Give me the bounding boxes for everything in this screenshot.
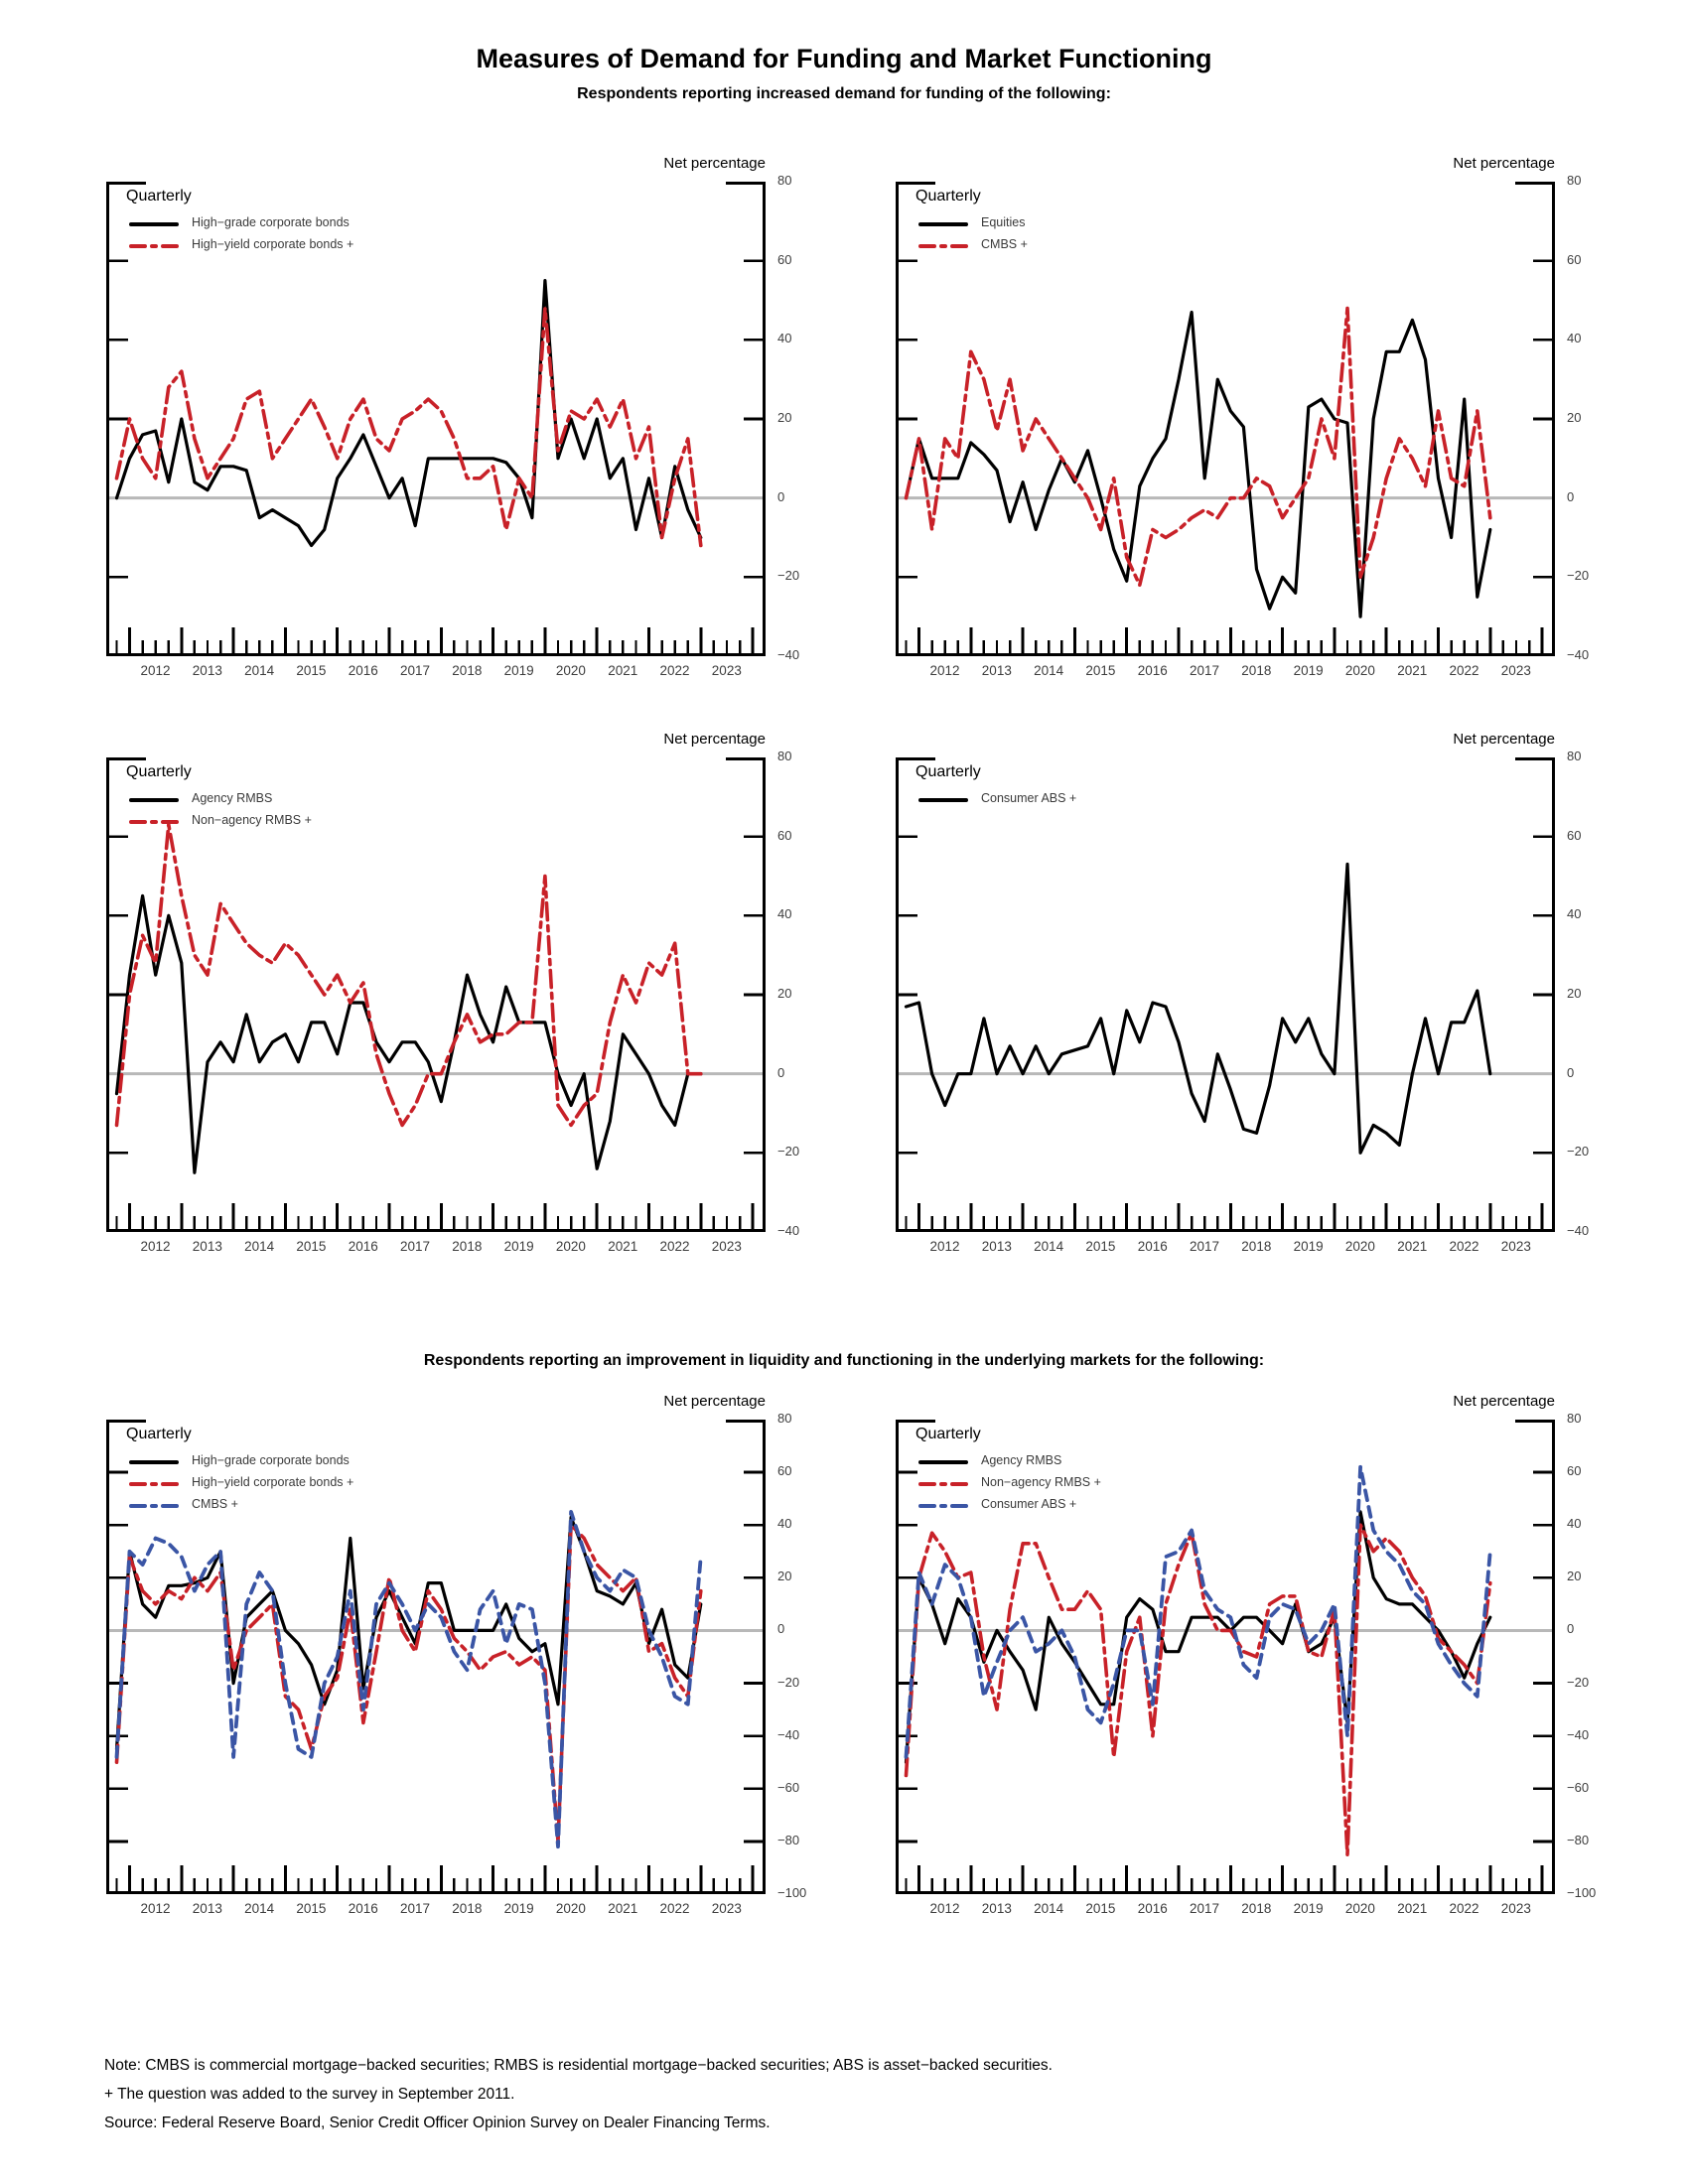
y-tick-label: 80 bbox=[777, 173, 792, 188]
x-year-label: 2014 bbox=[244, 1239, 275, 1254]
legend-swatch-high-grade-corporate-bonds bbox=[130, 1457, 178, 1467]
x-year-label: 2019 bbox=[1293, 1239, 1324, 1254]
y-tick-label: 20 bbox=[777, 1569, 792, 1584]
note-line-definitions: Note: CMBS is commercial mortgage−backed securities; RMBS is residential mortgage−backed securities; ABS is asset−backed securities. bbox=[104, 2057, 1053, 2074]
x-year-label: 2019 bbox=[503, 1901, 534, 1916]
legend-label-agency-rmbs: Agency RMBS bbox=[981, 1453, 1062, 1467]
quarterly-label: Quarterly bbox=[915, 1426, 981, 1442]
x-year-label: 2020 bbox=[555, 1901, 586, 1916]
x-year-label: 2016 bbox=[348, 663, 378, 678]
y-tick-label: 20 bbox=[1567, 410, 1582, 425]
legend-swatch-non-agency-rmbs bbox=[919, 1479, 967, 1489]
x-year-label: 2015 bbox=[1085, 1901, 1116, 1916]
net-percentage-label: Net percentage bbox=[1453, 1393, 1555, 1410]
x-year-label: 2015 bbox=[296, 1239, 327, 1254]
y-tick-label: 40 bbox=[1567, 1516, 1582, 1532]
note-line-source: Source: Federal Reserve Board, Senior Credit Officer Opinion Survey on Dealer Financing Terms. bbox=[104, 2115, 771, 2131]
y-tick-label: 0 bbox=[1567, 1621, 1575, 1637]
y-tick-label: −40 bbox=[1567, 647, 1590, 662]
y-tick-label: 20 bbox=[1567, 986, 1582, 1001]
y-tick-label: −20 bbox=[777, 1144, 800, 1160]
y-tick-label: 80 bbox=[1567, 1411, 1582, 1426]
x-year-label: 2014 bbox=[1034, 1239, 1064, 1254]
y-tick-label: 80 bbox=[1567, 173, 1582, 188]
x-year-label: 2016 bbox=[348, 1239, 378, 1254]
legend-swatch-equities bbox=[919, 219, 967, 229]
x-year-label: 2019 bbox=[1293, 1901, 1324, 1916]
y-tick-label: 20 bbox=[777, 410, 792, 425]
y-tick-label: 0 bbox=[777, 1621, 785, 1637]
x-year-label: 2018 bbox=[452, 1239, 483, 1254]
y-tick-label: 60 bbox=[777, 827, 792, 843]
legend-swatch-cmbs bbox=[919, 241, 967, 251]
y-tick-label: 60 bbox=[777, 251, 792, 267]
legend-label-high-grade-corporate-bonds: High−grade corporate bonds bbox=[192, 215, 350, 229]
legend-swatch-agency-rmbs bbox=[130, 795, 178, 805]
x-year-label: 2023 bbox=[711, 1901, 742, 1916]
y-tick-label: −100 bbox=[777, 1885, 807, 1900]
panel-demand-rmbs bbox=[106, 757, 766, 1232]
x-year-label: 2016 bbox=[348, 1901, 378, 1916]
series-cmbs bbox=[117, 1512, 701, 1846]
x-year-label: 2021 bbox=[1397, 1239, 1428, 1254]
x-year-label: 2015 bbox=[1085, 663, 1116, 678]
y-tick-label: −20 bbox=[1567, 1674, 1590, 1690]
y-tick-label: −20 bbox=[1567, 1144, 1590, 1160]
y-tick-label: 80 bbox=[777, 1411, 792, 1426]
x-year-label: 2020 bbox=[1344, 663, 1375, 678]
legend-swatch-high-yield-corporate-bonds bbox=[130, 1479, 178, 1489]
y-tick-label: 40 bbox=[777, 906, 792, 922]
legend-label-consumer-abs: Consumer ABS + bbox=[981, 791, 1077, 805]
net-percentage-label: Net percentage bbox=[663, 1393, 766, 1410]
panel-demand-corporate-bonds bbox=[106, 182, 766, 656]
x-year-label: 2015 bbox=[296, 1901, 327, 1916]
x-year-label: 2012 bbox=[140, 663, 171, 678]
quarterly-label: Quarterly bbox=[126, 763, 192, 780]
quarterly-label: Quarterly bbox=[915, 188, 981, 205]
x-year-label: 2023 bbox=[711, 663, 742, 678]
legend-swatch-high-grade-corporate-bonds bbox=[130, 219, 178, 229]
x-year-label: 2020 bbox=[555, 663, 586, 678]
panel-liquidity-corporate-bonds-cmbs bbox=[106, 1420, 766, 1894]
x-year-label: 2014 bbox=[244, 1901, 275, 1916]
x-year-label: 2019 bbox=[1293, 663, 1324, 678]
axes-frame bbox=[106, 182, 766, 656]
y-tick-label: −40 bbox=[777, 647, 800, 662]
x-year-label: 2018 bbox=[1241, 663, 1272, 678]
y-tick-label: −20 bbox=[777, 568, 800, 584]
x-year-label: 2013 bbox=[981, 1239, 1012, 1254]
x-year-label: 2013 bbox=[981, 1901, 1012, 1916]
y-tick-label: −60 bbox=[1567, 1779, 1590, 1795]
x-year-label: 2021 bbox=[1397, 663, 1428, 678]
x-year-label: 2017 bbox=[400, 1239, 431, 1254]
legend-swatch-consumer-abs bbox=[919, 1501, 967, 1511]
y-tick-label: −80 bbox=[1567, 1832, 1590, 1847]
x-year-label: 2023 bbox=[1500, 1901, 1531, 1916]
y-tick-label: 20 bbox=[1567, 1569, 1582, 1584]
note-line-plus: + The question was added to the survey in September 2011. bbox=[104, 2086, 515, 2103]
y-tick-label: 20 bbox=[777, 986, 792, 1001]
x-year-label: 2014 bbox=[244, 663, 275, 678]
x-year-label: 2013 bbox=[192, 663, 222, 678]
y-tick-label: 40 bbox=[1567, 906, 1582, 922]
x-year-label: 2020 bbox=[555, 1239, 586, 1254]
y-tick-label: 60 bbox=[777, 1463, 792, 1479]
y-tick-label: 0 bbox=[1567, 1064, 1575, 1080]
x-year-label: 2013 bbox=[981, 663, 1012, 678]
x-year-label: 2012 bbox=[140, 1901, 171, 1916]
legend-label-cmbs: CMBS + bbox=[192, 1497, 238, 1511]
panel-demand-consumer-abs bbox=[896, 757, 1555, 1232]
series-consumer-abs bbox=[907, 865, 1490, 1154]
quarterly-label: Quarterly bbox=[126, 188, 192, 205]
y-tick-label: 40 bbox=[777, 1516, 792, 1532]
x-year-label: 2022 bbox=[659, 1239, 690, 1254]
y-tick-label: −40 bbox=[777, 1223, 800, 1238]
x-year-label: 2012 bbox=[929, 1901, 960, 1916]
legend-label-non-agency-rmbs: Non−agency RMBS + bbox=[192, 813, 312, 827]
y-tick-label: −40 bbox=[1567, 1223, 1590, 1238]
x-year-label: 2014 bbox=[1034, 663, 1064, 678]
legend-label-cmbs: CMBS + bbox=[981, 237, 1028, 251]
x-year-label: 2018 bbox=[452, 663, 483, 678]
x-year-label: 2017 bbox=[400, 663, 431, 678]
x-year-label: 2015 bbox=[296, 663, 327, 678]
x-year-label: 2019 bbox=[503, 663, 534, 678]
quarterly-label: Quarterly bbox=[126, 1426, 192, 1442]
net-percentage-label: Net percentage bbox=[663, 155, 766, 172]
y-tick-label: −40 bbox=[1567, 1726, 1590, 1742]
x-year-label: 2023 bbox=[1500, 1239, 1531, 1254]
x-year-label: 2017 bbox=[1190, 1901, 1220, 1916]
x-year-label: 2017 bbox=[1190, 663, 1220, 678]
legend-label-high-yield-corporate-bonds: High−yield corporate bonds + bbox=[192, 237, 354, 251]
y-tick-label: 60 bbox=[1567, 1463, 1582, 1479]
axes-frame bbox=[106, 757, 766, 1232]
x-year-label: 2015 bbox=[1085, 1239, 1116, 1254]
y-tick-label: −20 bbox=[777, 1674, 800, 1690]
legend-swatch-agency-rmbs bbox=[919, 1457, 967, 1467]
x-year-label: 2022 bbox=[1449, 663, 1479, 678]
x-year-label: 2016 bbox=[1137, 1901, 1168, 1916]
x-year-label: 2020 bbox=[1344, 1901, 1375, 1916]
axes-frame bbox=[896, 757, 1555, 1232]
legend-swatch-cmbs bbox=[130, 1501, 178, 1511]
panel-liquidity-rmbs-abs bbox=[896, 1420, 1555, 1894]
x-year-label: 2021 bbox=[608, 1901, 638, 1916]
net-percentage-label: Net percentage bbox=[663, 731, 766, 748]
y-tick-label: 60 bbox=[1567, 827, 1582, 843]
y-tick-label: 0 bbox=[1567, 488, 1575, 504]
legend-swatch-consumer-abs bbox=[919, 795, 967, 805]
y-tick-label: 0 bbox=[777, 488, 785, 504]
y-tick-label: −40 bbox=[777, 1726, 800, 1742]
legend-label-agency-rmbs: Agency RMBS bbox=[192, 791, 273, 805]
y-tick-label: −60 bbox=[777, 1779, 800, 1795]
x-year-label: 2012 bbox=[140, 1239, 171, 1254]
x-year-label: 2013 bbox=[192, 1901, 222, 1916]
panel-demand-equities-cmbs bbox=[896, 182, 1555, 656]
legend-label-equities: Equities bbox=[981, 215, 1026, 229]
legend-label-high-grade-corporate-bonds: High−grade corporate bonds bbox=[192, 1453, 350, 1467]
series-high-grade-corporate-bonds bbox=[117, 1517, 701, 1749]
legend-label-high-yield-corporate-bonds: High−yield corporate bonds + bbox=[192, 1475, 354, 1489]
y-tick-label: −80 bbox=[777, 1832, 800, 1847]
x-year-label: 2019 bbox=[503, 1239, 534, 1254]
x-year-label: 2021 bbox=[608, 1239, 638, 1254]
y-tick-label: −20 bbox=[1567, 568, 1590, 584]
x-year-label: 2016 bbox=[1137, 663, 1168, 678]
y-tick-label: −100 bbox=[1567, 1885, 1597, 1900]
series-cmbs bbox=[907, 309, 1490, 586]
x-year-label: 2022 bbox=[659, 1901, 690, 1916]
y-tick-label: 0 bbox=[777, 1064, 785, 1080]
x-year-label: 2022 bbox=[1449, 1239, 1479, 1254]
x-year-label: 2022 bbox=[1449, 1901, 1479, 1916]
y-tick-label: 80 bbox=[777, 749, 792, 763]
figure-title: Measures of Demand for Funding and Market Functioning bbox=[476, 44, 1212, 73]
x-year-label: 2023 bbox=[1500, 663, 1531, 678]
legend-label-consumer-abs: Consumer ABS + bbox=[981, 1497, 1077, 1511]
legend-label-non-agency-rmbs: Non−agency RMBS + bbox=[981, 1475, 1101, 1489]
y-tick-label: 80 bbox=[1567, 749, 1582, 763]
x-year-label: 2012 bbox=[929, 1239, 960, 1254]
x-year-label: 2016 bbox=[1137, 1239, 1168, 1254]
y-tick-label: 40 bbox=[777, 331, 792, 346]
x-year-label: 2018 bbox=[1241, 1901, 1272, 1916]
x-year-label: 2017 bbox=[1190, 1239, 1220, 1254]
x-year-label: 2013 bbox=[192, 1239, 222, 1254]
x-year-label: 2012 bbox=[929, 663, 960, 678]
x-year-label: 2017 bbox=[400, 1901, 431, 1916]
net-percentage-label: Net percentage bbox=[1453, 155, 1555, 172]
x-year-label: 2021 bbox=[1397, 1901, 1428, 1916]
legend-swatch-high-yield-corporate-bonds bbox=[130, 241, 178, 251]
x-year-label: 2022 bbox=[659, 663, 690, 678]
figure-notes bbox=[104, 2051, 1053, 2137]
x-year-label: 2018 bbox=[1241, 1239, 1272, 1254]
series-high-yield-corporate-bonds bbox=[117, 309, 701, 546]
y-tick-label: 60 bbox=[1567, 251, 1582, 267]
x-year-label: 2021 bbox=[608, 663, 638, 678]
series-equities bbox=[907, 313, 1490, 617]
section-subtitle-bottom: Respondents reporting an improvement in liquidity and functioning in the underlying markets for the following: bbox=[423, 1352, 1265, 1369]
net-percentage-label: Net percentage bbox=[1453, 731, 1555, 748]
series-agency-rmbs bbox=[907, 1512, 1490, 1762]
legend-swatch-non-agency-rmbs bbox=[130, 817, 178, 827]
quarterly-label: Quarterly bbox=[915, 763, 981, 780]
x-year-label: 2020 bbox=[1344, 1239, 1375, 1254]
series-agency-rmbs bbox=[117, 895, 701, 1172]
x-year-label: 2018 bbox=[452, 1901, 483, 1916]
y-tick-label: 40 bbox=[1567, 331, 1582, 346]
section-subtitle-top: Respondents reporting increased demand for funding of the following: bbox=[577, 85, 1111, 102]
x-year-label: 2023 bbox=[711, 1239, 742, 1254]
x-year-label: 2014 bbox=[1034, 1901, 1064, 1916]
